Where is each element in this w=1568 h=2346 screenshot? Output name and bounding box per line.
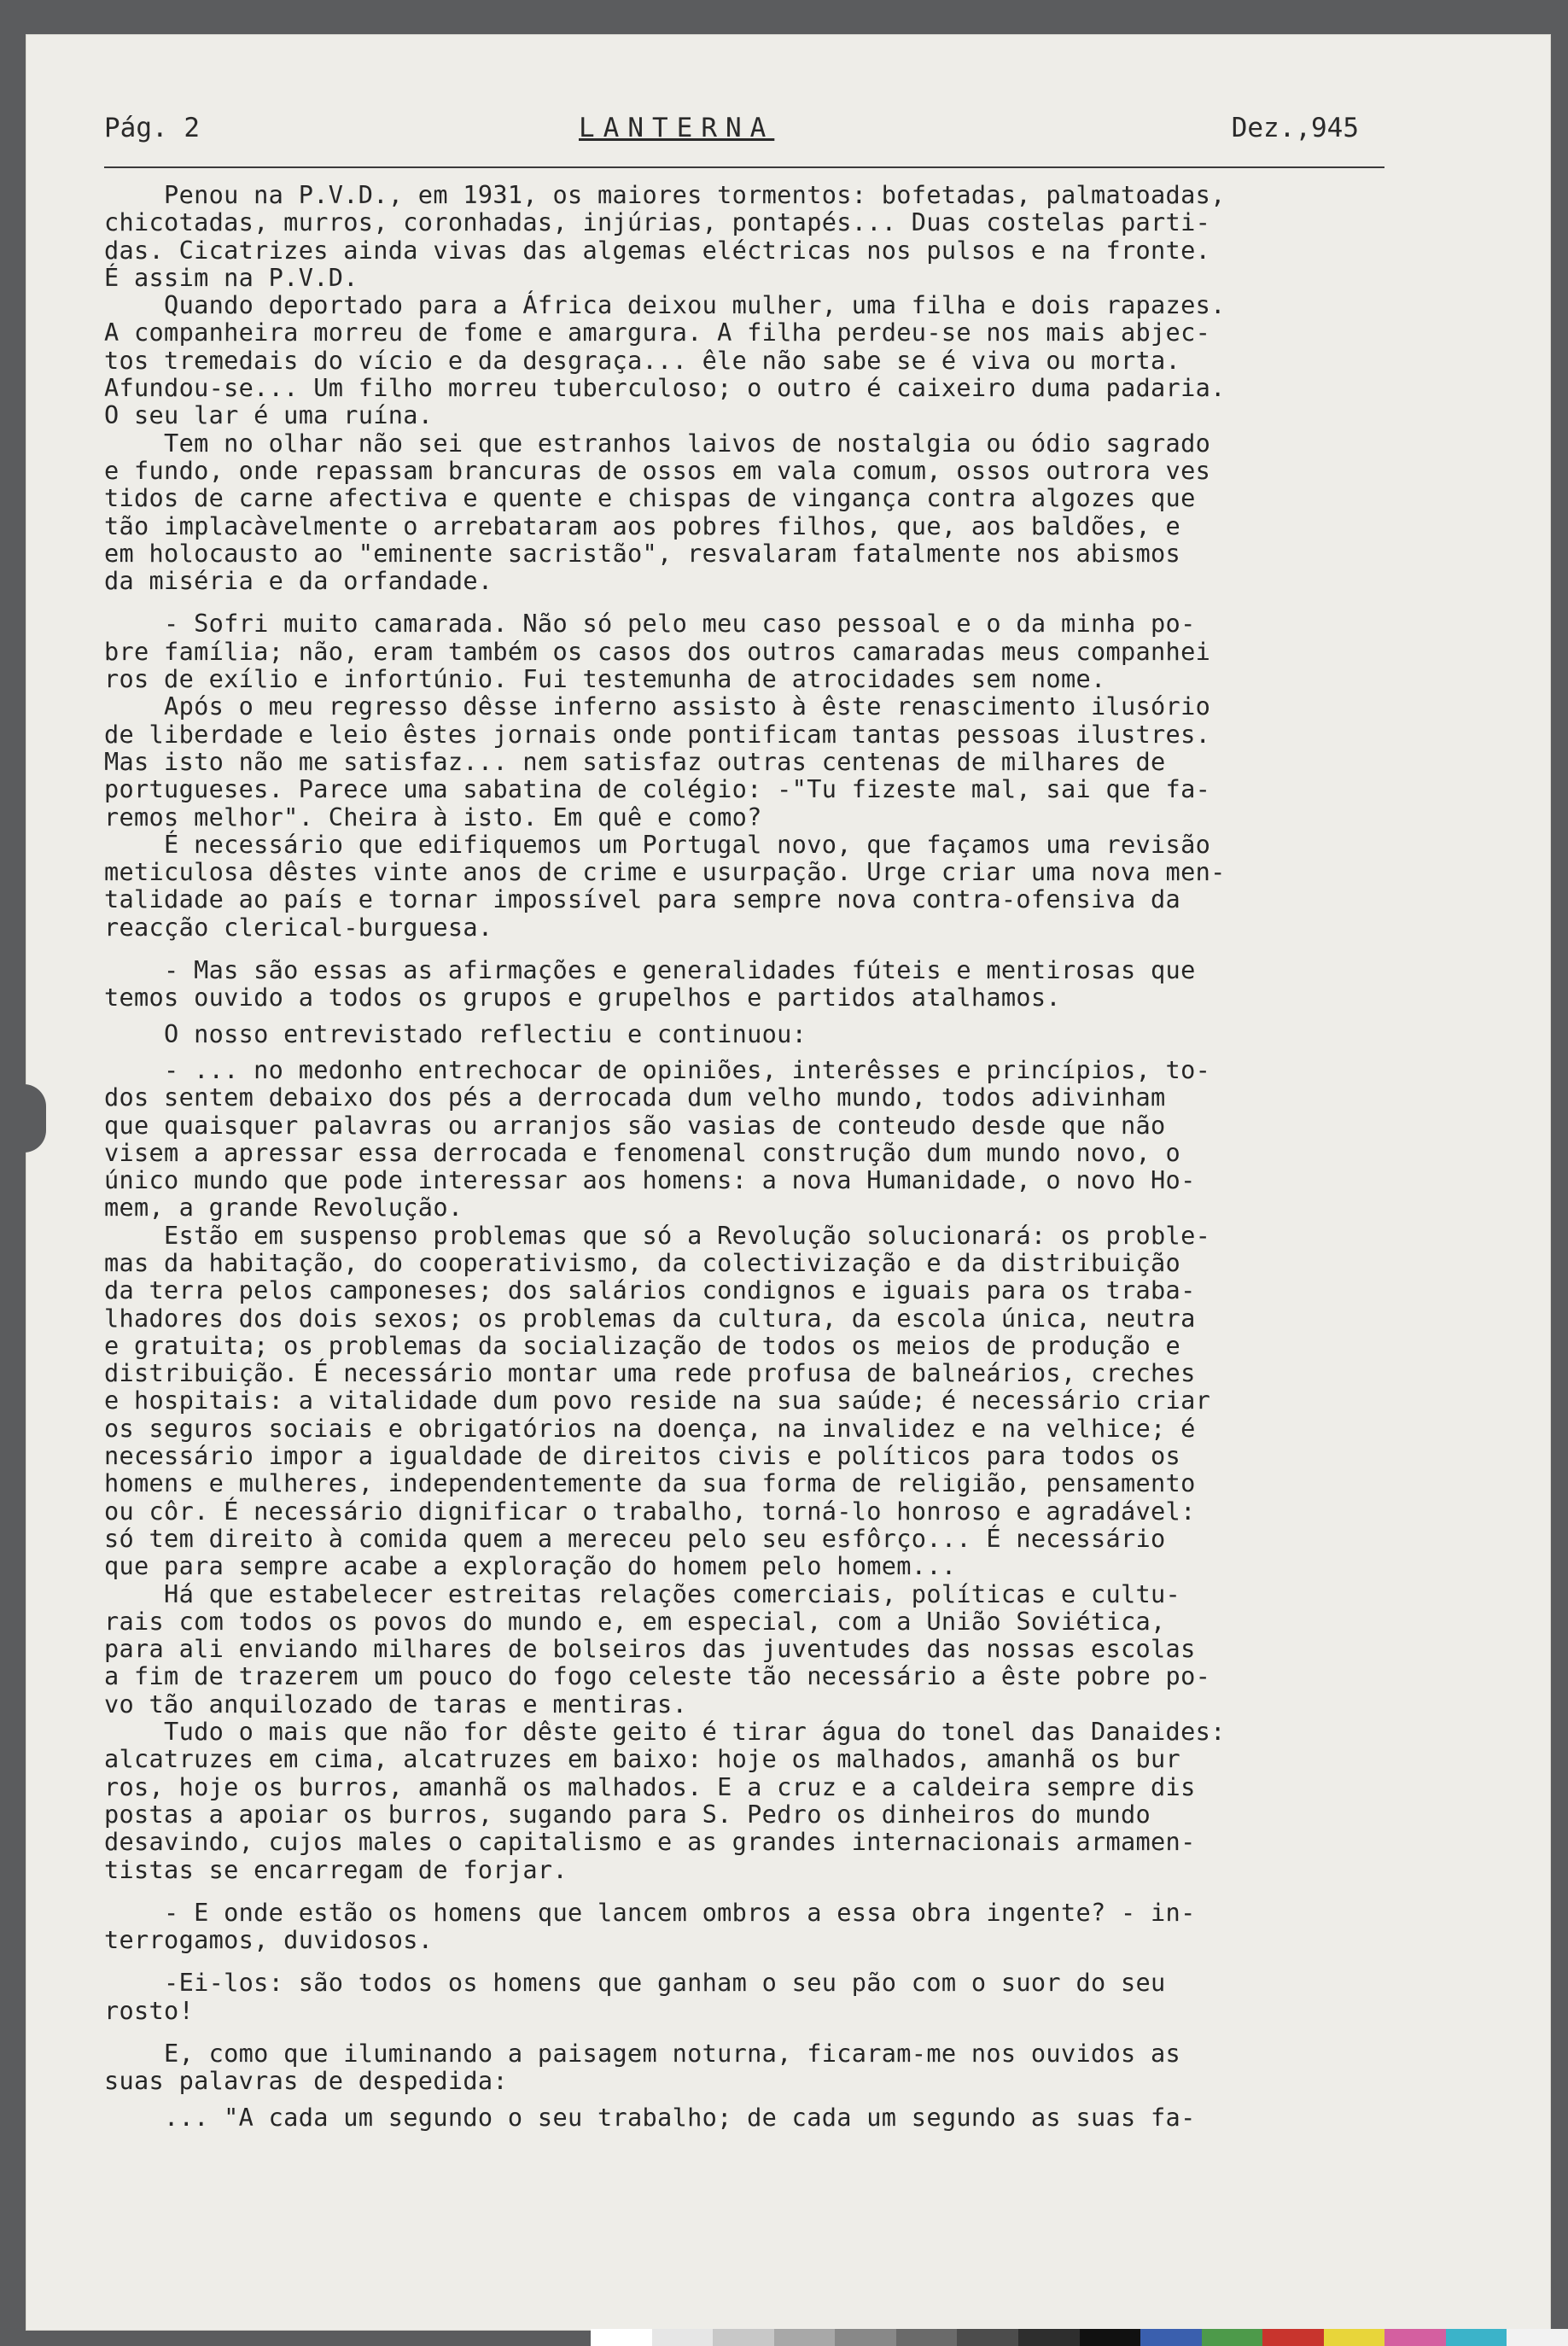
text-line: distribuição. É necessário montar uma rede profusa de balneários, creches <box>104 1358 1196 1388</box>
scale-patch <box>774 2329 836 2346</box>
text-line: Tem no olhar não sei que estranhos laivos de nostalgia ou ódio sagrado <box>104 428 1211 458</box>
paragraph-gap <box>104 941 1402 956</box>
text-line: bre família; não, eram também os casos dos outros camaradas meus companhei <box>104 636 1211 666</box>
scale-patch <box>591 2329 652 2346</box>
text-line: postas a apoiar os burros, sugando para S. Pedro os dinheiros do mundo <box>104 1799 1151 1829</box>
text-line: único mundo que pode interessar aos homens: a nova Humanidade, o novo Ho- <box>104 1165 1196 1195</box>
text-line: rosto! <box>104 1995 195 2025</box>
text-line: e fundo, onde repassam brancuras de ossos em vala comum, ossos outrora ves <box>104 455 1211 485</box>
scale-patch <box>1140 2329 1202 2346</box>
text-line: Há que estabelecer estreitas relações comerciais, políticas e cultu- <box>104 1579 1181 1608</box>
text-line: para ali enviando milhares de bolseiros das juventudes das nossas escolas <box>104 1634 1196 1664</box>
text-line: chicotadas, murros, coronhadas, injúrias, pontapés... Duas costelas parti- <box>104 207 1211 237</box>
text-line: - Sofri muito camarada. Não só pelo meu caso pessoal e o da minha po- <box>104 609 1196 639</box>
text-line: alcatruzes em cima, alcatruzes em baixo: hoje os malhados, amanhã os bur <box>104 1744 1181 1774</box>
text-line: lhadores dos dois sexos; os problemas da cultura, da escola única, neutra <box>104 1303 1196 1333</box>
text-line: tos tremedais do vício e da desgraça... êle não sabe se é viva ou morta. <box>104 345 1181 375</box>
scale-patch <box>1262 2329 1324 2346</box>
text-line: dos sentem debaixo dos pés a derrocada dum velho mundo, todos adivinham <box>104 1083 1166 1112</box>
text-line: E, como que iluminando a paisagem noturna, ficaram-me nos ouvidos as <box>104 2039 1181 2068</box>
text-line: portugueses. Parece uma sabatina de colégio: -"Tu fizeste mal, sai que fa- <box>104 774 1211 804</box>
paragraph-gap <box>104 1883 1402 1899</box>
page-header <box>104 113 1359 155</box>
text-line: terrogamos, duvidosos. <box>104 1925 434 1955</box>
scale-patch <box>835 2329 896 2346</box>
text-line: de liberdade e leio êstes jornais onde pontificam tantas pessoas ilustres. <box>104 719 1211 749</box>
text-line: desavindo, cujos males o capitalismo e as grandes internacionais armamen- <box>104 1827 1196 1857</box>
text-line: mem, a grande Revolução. <box>104 1193 463 1223</box>
text-line: ros de exílio e infortúnio. Fui testemunha de atrocidades sem nome. <box>104 664 1106 694</box>
text-line: e hospitais: a vitalidade dum povo reside na sua saúde; é necessário criar <box>104 1386 1211 1415</box>
text-line: É necessário que edifiquemos um Portugal novo, que façamos uma revisão <box>104 829 1211 859</box>
scale-patch <box>896 2329 958 2346</box>
text-line: tidos de carne afectiva e quente e chispas de vingança contra algozes que <box>104 483 1196 513</box>
text-line: É assim na P.V.D. <box>104 262 358 292</box>
scale-patch <box>1384 2329 1446 2346</box>
scale-patch <box>652 2329 714 2346</box>
text-line: temos ouvido a todos os grupos e grupelhos e partidos atalhamos. <box>104 983 1061 1013</box>
scale-patch <box>957 2329 1018 2346</box>
issue-date: Dez.,945 <box>1231 113 1359 143</box>
text-line: ou côr. É necessário dignificar o trabalho, torná-lo honroso e agradável: <box>104 1496 1196 1526</box>
paragraph-gap <box>104 1953 1402 1969</box>
text-line: Após o meu regresso dêsse inferno assisto à êste renascimento ilusório <box>104 692 1211 721</box>
scale-patch <box>1324 2329 1385 2346</box>
text-line: mas da habitação, do cooperativismo, da colectivização e da distribuição <box>104 1247 1181 1277</box>
header-rule <box>104 166 1384 168</box>
paragraph-gap <box>104 594 1402 610</box>
text-line: tão implacàvelmente o arrebataram aos pobres filhos, que, aos baldões, e <box>104 511 1181 540</box>
text-line: e gratuita; os problemas da socialização de todos os meios de produção e <box>104 1330 1181 1360</box>
text-line: ros, hoje os burros, amanhã os malhados. E a cruz e a caldeira sempre dis <box>104 1771 1196 1801</box>
scale-patch <box>1446 2329 1507 2346</box>
scale-patch <box>713 2329 774 2346</box>
scale-patch <box>1507 2329 1568 2346</box>
text-line: Mas isto não me satisfaz... nem satisfaz outras centenas de milhares de <box>104 746 1166 776</box>
text-line: em holocausto ao "eminente sacristão", resvalaram fatalmente nos abismos <box>104 538 1181 568</box>
text-line: os seguros sociais e obrigatórios na doença, na invalidez e na velhice; é <box>104 1413 1196 1443</box>
text-line: -Ei-los: são todos os homens que ganham o seu pão com o suor do seu <box>104 1968 1166 1998</box>
text-line: homens e mulheres, independentemente da sua forma de religião, pensamento <box>104 1468 1196 1498</box>
text-line: A companheira morreu de fome e amargura. A filha perdeu-se nos mais abjec- <box>104 318 1211 347</box>
scale-patch <box>1202 2329 1263 2346</box>
text-line: da terra pelos camponeses; dos salários condignos e iguais para os traba- <box>104 1275 1196 1305</box>
text-line: Afundou-se... Um filho morreu tuberculoso; o outro é caixeiro duma padaria. <box>104 373 1226 403</box>
text-line: Tudo o mais que não for dêste geito é tirar água do tonel das Danaides: <box>104 1717 1226 1747</box>
text-line: que quaisquer palavras ou arranjos são vasias de conteudo desde que não <box>104 1110 1166 1140</box>
scale-patch <box>1080 2329 1141 2346</box>
color-calibration-scale <box>591 2329 1568 2346</box>
text-line: O seu lar é uma ruína. <box>104 400 434 430</box>
text-line: visem a apressar essa derrocada e fenomenal construção dum mundo novo, o <box>104 1137 1181 1167</box>
text-line: - ... no medonho entrechocar de opiniões, interêsses e princípios, to- <box>104 1054 1211 1084</box>
page-number: Pág. 2 <box>104 113 200 143</box>
text-line: remos melhor". Cheira à isto. Em quê e como? <box>104 802 762 832</box>
text-line: talidade ao país e tornar impossível para sempre nova contra-ofensiva da <box>104 884 1181 914</box>
text-line: da miséria e da orfandade. <box>104 566 493 596</box>
text-line: vo tão anquilozado de taras e mentiras. <box>104 1689 688 1719</box>
text-line: meticulosa dêstes vinte anos de crime e usurpação. Urge criar uma nova men- <box>104 857 1226 887</box>
text-line: das. Cicatrizes ainda vivas das algemas eléctricas nos pulsos e na fronte. <box>104 235 1211 265</box>
article-body <box>104 181 1402 2131</box>
scale-patch <box>1018 2329 1080 2346</box>
text-line: reacção clerical-burguesa. <box>104 912 493 942</box>
text-line: só tem direito à comida quem a mereceu pelo seu esfôrço... É necessário <box>104 1523 1166 1553</box>
newspaper-title: LANTERNA <box>579 113 775 143</box>
paragraph-gap <box>104 2024 1402 2040</box>
text-line: que para sempre acabe a exploração do homem pelo homem... <box>104 1551 957 1581</box>
text-line: rais com todos os povos do mundo e, em especial, com a União Soviética, <box>104 1606 1166 1636</box>
text-line: a fim de trazerem um pouco do fogo celeste tão necessário a êste pobre po- <box>104 1661 1211 1691</box>
text-line: Penou na P.V.D., em 1931, os maiores tormentos: bofetadas, palmatoadas, <box>104 180 1226 209</box>
text-line: tistas se encarregam de forjar. <box>104 1854 568 1884</box>
text-line: Estão em suspenso problemas que só a Revolução solucionará: os proble- <box>104 1220 1211 1250</box>
text-line: - E onde estão os homens que lancem ombros a essa obra ingente? - in- <box>104 1897 1196 1927</box>
text-line: - Mas são essas as afirmações e generalidades fúteis e mentirosas que <box>104 955 1196 985</box>
text-line: Quando deportado para a África deixou mulher, uma filha e dois rapazes. <box>104 290 1226 320</box>
text-line: ... "A cada um segundo o seu trabalho; de cada um segundo as suas fa- <box>104 2102 1196 2132</box>
text-line: suas palavras de despedida: <box>104 2066 508 2096</box>
torn-edge <box>24 1084 46 1153</box>
text-line: O nosso entrevistado reflectiu e continuou: <box>104 1018 807 1048</box>
text-line: necessário impor a igualdade de direitos civis e políticos para todos os <box>104 1441 1181 1471</box>
